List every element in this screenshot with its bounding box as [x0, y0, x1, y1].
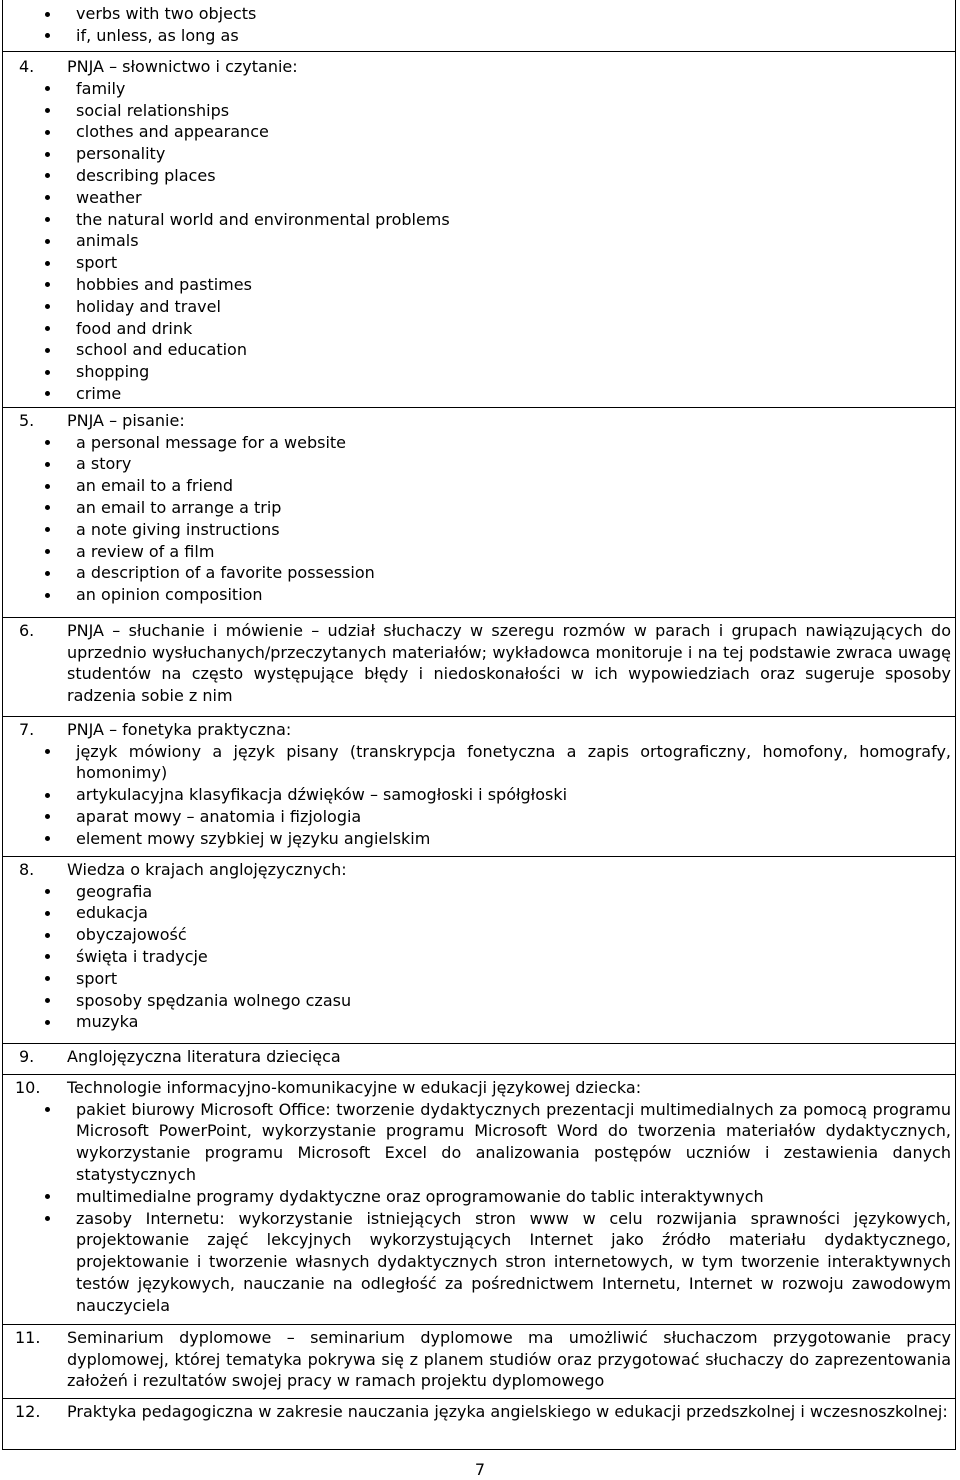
list-item: sport: [3, 968, 951, 990]
section-heading: Seminarium dyplomowe – seminarium dyplomowe ma umożliwić słuchaczom przygotowanie pracy dyplomowej, której tematyka pokrywa się z planem studiów oraz przygotować słuchaczy do zaprezentowania założeń i rezultatów swojej pracy w ramach projektu dyplomowego: [67, 1327, 951, 1391]
section-heading: PNJA – słownictwo i czytanie:: [67, 57, 298, 76]
item-list: [67, 881, 951, 1034]
list-item: zasoby Internetu: wykorzystanie istniejących stron www w celu rozwijania sprawności językowych, projektowanie zajęć lekcyjnych wykorzystujących Internet jako źródło materiału dydaktycznego, projektowanie i tworzenie własnych dydaktycznych stron internetowych, w tym tworzenie interaktywnych testów językowych, nauczanie na odległość za pośrednictwem Internetu, Internet w rozwoju zawodowym nauczyciela: [3, 1208, 951, 1317]
list-item: obyczajowość: [3, 924, 951, 946]
list-item: if, unless, as long as: [3, 25, 951, 47]
list-item: food and drink: [3, 318, 951, 340]
list-item: clothes and appearance: [3, 121, 951, 143]
list-item: weather: [3, 187, 951, 209]
section-heading: PNJA – pisanie:: [67, 410, 185, 430]
list-item: święta i tradycje: [3, 946, 951, 968]
section-row-5: [3, 407, 956, 617]
list-item: a note giving instructions: [3, 519, 951, 541]
section-row-12: [3, 1398, 956, 1449]
section-heading: PNJA – słuchanie i mówienie – udział słuchaczy w szeregu rozmów w parach i grupach nawiązujących do uprzednio wysłuchanych/przeczytanych materiałów; wykładowca monitoruje i na tej podstawie zwraca uwagę studentów na często występujące błędy i niedoskonałości w ich wypowiedziach oraz sugeruje sposoby radzenia sobie z nim: [67, 620, 951, 706]
list-item: a review of a film: [3, 541, 951, 563]
section-number: 7.: [19, 719, 35, 739]
list-item: hobbies and pastimes: [3, 274, 951, 296]
list-item: multimedialne programy dydaktyczne oraz oprogramowanie do tablic interaktywnych: [3, 1186, 951, 1208]
list-item: shopping: [3, 361, 951, 383]
section-number: 12.: [15, 1401, 41, 1421]
section-row-11: [3, 1324, 956, 1398]
section-row-6: [3, 617, 956, 716]
list-item: muzyka: [3, 1011, 951, 1033]
section-heading: Wiedza o krajach anglojęzycznych:: [67, 859, 347, 879]
list-item: geografia: [3, 881, 951, 903]
item-list: [67, 741, 951, 850]
list-item: sport: [3, 252, 951, 274]
list-item: an opinion composition: [3, 584, 951, 606]
page-number: 7: [474, 1460, 486, 1479]
list-item: family: [3, 78, 951, 100]
section-row-9: [3, 1043, 956, 1074]
list-item: an email to arrange a trip: [3, 497, 951, 519]
list-item: a story: [3, 453, 951, 475]
section-number: 6.: [19, 620, 35, 640]
section-row-continued: [3, 0, 956, 52]
list-item: a description of a favorite possession: [3, 562, 951, 584]
list-item: pakiet biurowy Microsoft Office: tworzenie dydaktycznych prezentacji multimedialnych za pomocą programu Microsoft PowerPoint, wykorzystanie programu Microsoft Word do tworzenia materiałów dydaktycznych, wykorzystanie programu Microsoft Excel do analizowania postępów uczniów i zestawienia danych statystycznych: [3, 1099, 951, 1186]
section-row-7: [3, 716, 956, 856]
list-item: element mowy szybkiej w języku angielskim: [3, 828, 951, 850]
list-item: a personal message for a website: [3, 432, 951, 454]
list-item: sposoby spędzania wolnego czasu: [3, 990, 951, 1012]
list-item: describing places: [3, 165, 951, 187]
list-item: crime: [3, 383, 951, 405]
list-item: edukacja: [3, 902, 951, 924]
section-number: 5.: [19, 410, 35, 430]
section-number: 9.: [19, 1046, 35, 1066]
list-item: an email to a friend: [3, 475, 951, 497]
section-heading: PNJA – fonetyka praktyczna:: [67, 719, 292, 739]
list-item: holiday and travel: [3, 296, 951, 318]
list-item: the natural world and environmental problems: [3, 209, 951, 231]
list-item: personality: [3, 143, 951, 165]
list-item: artykulacyjna klasyfikacja dźwięków – samogłoski i spółgłoski: [3, 784, 951, 806]
item-list: [67, 78, 951, 405]
item-list: [67, 3, 951, 47]
section-number: 4.: [19, 57, 35, 76]
section-row-10: [3, 1074, 956, 1324]
section-number: 11.: [15, 1327, 41, 1347]
list-item: social relationships: [3, 100, 951, 122]
item-list: [67, 432, 951, 606]
item-list: [67, 1099, 951, 1317]
section-heading: Technologie informacyjno-komunikacyjne w edukacji językowej dziecka:: [67, 1077, 642, 1097]
syllabus-table: [2, 0, 956, 1450]
list-item: verbs with two objects: [3, 3, 951, 25]
list-item: school and education: [3, 339, 951, 361]
list-item: animals: [3, 230, 951, 252]
section-heading: Praktyka pedagogiczna w zakresie nauczania języka angielskiego w edukacji przedszkolnej i wczesnoszkolnej:: [67, 1401, 948, 1421]
section-row-8: [3, 856, 956, 1043]
list-item: aparat mowy – anatomia i fizjologia: [3, 806, 951, 828]
list-item: język mówiony a język pisany (transkrypcja fonetyczna a zapis ortograficzny, homofony, homografy, homonimy): [3, 741, 951, 785]
section-number: 10.: [15, 1077, 41, 1097]
section-heading: Anglojęzyczna literatura dziecięca: [67, 1046, 341, 1066]
section-number: 8.: [19, 859, 35, 879]
section-row-4: [3, 52, 956, 408]
